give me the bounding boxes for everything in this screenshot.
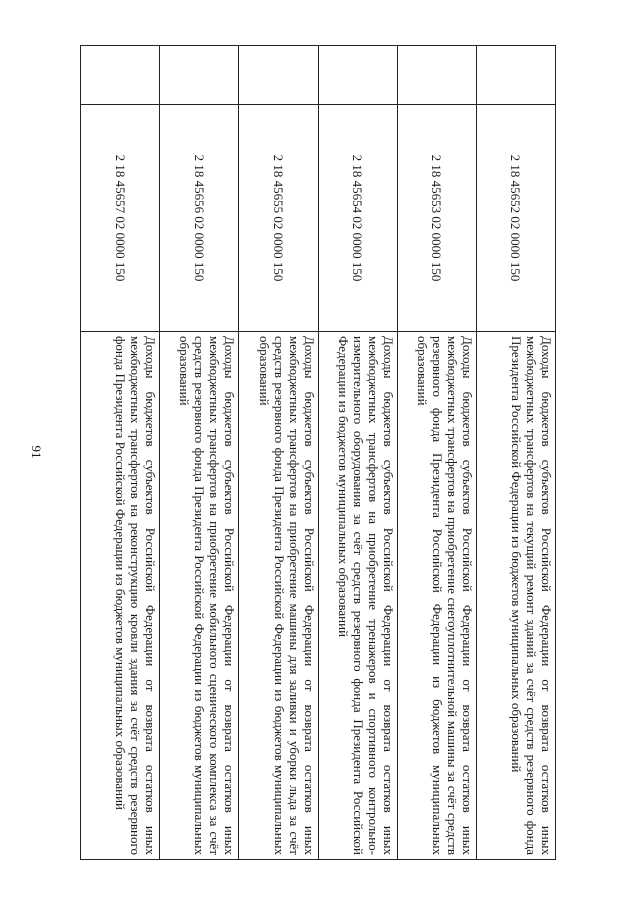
rotated-table-frame [80,45,556,860]
page-number: 91 [29,445,44,459]
table-row [397,46,476,860]
revenue-code-cell: 2 18 45655 02 0000 150 [239,105,318,332]
empty-cell [239,46,318,105]
revenue-description-cell: Доходы бюджетов субъектов Российской Федерации от возврата остатков иных межбюджетных трансфертов на текущий ремонт зданий за счёт средств резервного фонда Президента Российской Федерации из бюджетов муниципальных образований [476,332,555,860]
empty-cell [397,46,476,105]
revenue-codes-table [80,45,556,860]
revenue-code-cell: 2 18 45657 02 0000 150 [81,105,160,332]
revenue-code-cell: 2 18 45653 02 0000 150 [397,105,476,332]
empty-cell [81,46,160,105]
empty-cell [160,46,239,105]
revenue-description-cell: Доходы бюджетов субъектов Российской Федерации от возврата остатков иных межбюджетных трансфертов на приобретение снегоуплотнительной машины за счёт средств резервного фонда Президента Российской Федерации из бюджетов муниципальных образований [397,332,476,860]
revenue-code-cell: 2 18 45656 02 0000 150 [160,105,239,332]
table-row [476,46,555,860]
revenue-code-cell: 2 18 45652 02 0000 150 [476,105,555,332]
revenue-table-container [80,45,556,860]
empty-cell [318,46,397,105]
revenue-code-cell: 2 18 45654 02 0000 150 [318,105,397,332]
revenue-description-cell: Доходы бюджетов субъектов Российской Федерации от возврата остатков иных межбюджетных трансфертов на приобретение машины для заливки и уборки льда за счёт средств резервного фонда Президента Российской Федерации из бюджетов муниципальных образований [239,332,318,860]
revenue-description-cell: Доходы бюджетов субъектов Российской Федерации от возврата остатков иных межбюджетных трансфертов на приобретение тренажеров и спортивного контрольно-измерительного оборудования за счёт средств резервного фонда Президента Российской Федерации из бюджетов муниципальных образований [318,332,397,860]
table-row [160,46,239,860]
revenue-description-cell: Доходы бюджетов субъектов Российской Федерации от возврата остатков иных межбюджетных трансфертов на приобретение мобильного сценического комплекса за счёт средств резервного фонда Президента Российской Федерации из бюджетов муниципальных образований [160,332,239,860]
revenue-description-cell: Доходы бюджетов субъектов Российской Федерации от возврата остатков иных межбюджетных трансфертов на реконструкцию кровли здания за счёт средств резервного фонда Президента Российской Федерации из бюджетов муниципальных образований [81,332,160,860]
table-row [318,46,397,860]
table-row [239,46,318,860]
empty-cell [476,46,555,105]
table-row [81,46,160,860]
